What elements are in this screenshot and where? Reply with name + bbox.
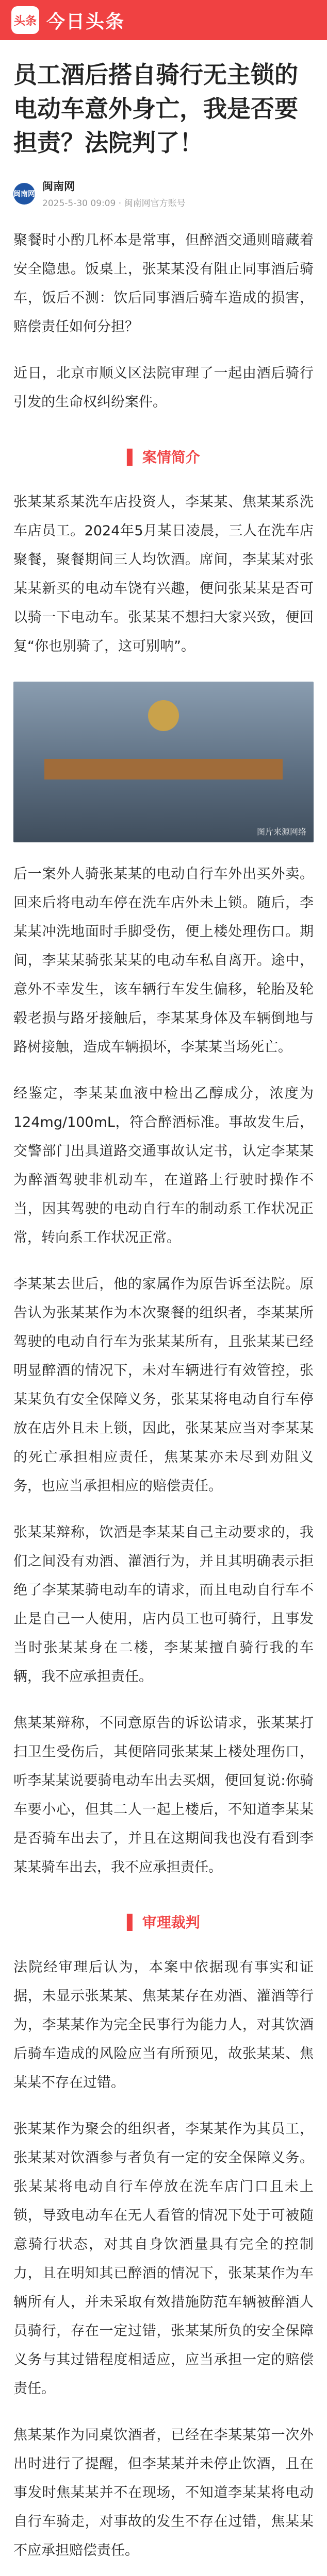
photo-caption: 图片来源网络 [256, 827, 306, 837]
article-title: 员工酒后搭自骑行无主锁的电动车意外身亡，我是否要担责？法院判了！ [13, 61, 298, 157]
case-paragraph: 焦某某辩称，不同意原告的诉讼请求，张某某打扫卫生受伤后，其便陪同张某某上楼处理伤口，听李某某说要骑电动车出去买烟，便回复说:你骑车要小心，但其二人一起上楼后，不知道李某某是否骑车出去了，并且在这期间我也没有看到李某某骑车出去，我不应承担责任。 [13, 1715, 314, 1875]
section-heading: ▌ 案情简介 [13, 445, 314, 470]
article [13, 58, 314, 2576]
case-paragraph: 张某某系某洗车店投资人，李某某、焦某某系洗车店员工。2024年5月某日凌晨，三人在洗车店聚餐，聚餐期间三人均饮酒。席间，李某某对张某某新买的电动车饶有兴趣，便问张某某是否可以骑一下电动车。张某某不想扫大家兴致，便回复“你也别骑了，这可别呐”。 [13, 494, 314, 654]
ruling-paragraph: 法院经审理后认为，本案中依据现有事实和证据，未显示张某某、焦某某存在劝酒、灌酒等行为，李某某作为完全民事行为能力人，对其饮酒后骑车造成的风险应当有所预见，故张某某、焦某某不存在过错。 [13, 1959, 314, 2091]
court-emblem-icon [148, 700, 179, 731]
ruling-paragraph: 张某某作为聚会的组织者，李某某作为其员工，张某某对饮酒参与者负有一定的安全保障义务。张某某将电动自行车停放在洗车店门口且未上锁，导致电动车在无人看管的情况下处于可被随意骑行状态，对其自身饮酒量具有完全的控制力，且在明知其已醉酒的情况下，张某某作为车辆所有人，并未采取有效措施防范车辆被醉酒人员骑行，存在一定过错，张某某所负的安全保障义务与其过错程度相适应，应当承担一定的赔偿责任。 [13, 2121, 314, 2397]
top-banner [0, 0, 327, 40]
case-paragraph: 张某某辩称，饮酒是李某某自己主动要求的，我们之间没有劝酒、灌酒行为，并且其明确表示拒绝了李某某骑电动车的请求，而且电动自行车不止是自己一人使用，店内员工也可骑行，且事发当时张某某身在二楼，李某某擅自骑行我的车辆，我不应承担责任。 [13, 1524, 314, 1685]
publish-date: 2025-5-30 09:09 · 闽南网官方账号 [42, 198, 186, 209]
court-photo [13, 682, 314, 842]
article-meta [13, 178, 314, 209]
source-avatar[interactable]: 闽南网 [13, 183, 35, 205]
case-paragraph: 经鉴定，李某某血液中检出乙醇成分，浓度为124mg/100mL，符合醉酒标准。事故发生后，交警部门出具道路交通事故认定书，认定李某某为醉酒驾驶非机动车，在道路上行驶时操作不当，因其驾驶的电动自行车的制动系工作状况正常，转向系工作状况正常。 [13, 1086, 314, 1246]
ruling-paragraph: 焦某某作为同桌饮酒者，已经在李某某第一次外出时进行了提醒，但李某某并未停止饮酒，且在事发时焦某某并不在现场，不知道李某某将电动自行车骑走，对事故的发生不存在过错，焦某某不应承担赔偿责任。 [13, 2427, 314, 2558]
case-paragraph: 后一案外人骑张某某的电动自行车外出买外卖。回来后将电动车停在洗车店外未上锁。随后，李某某冲洗地面时手脚受伤，便上楼处理伤口。期间，李某某骑张某某的电动车私自离开。途中，意外不幸发生，该车辆行车发生偏移，轮胎及轮毂老损与路牙接触后，李某某身体及车辆倒地与路树接触，造成车辆损坏，李某某当场死亡。 [13, 866, 314, 1055]
source-name[interactable]: 闽南网 [42, 180, 75, 193]
intro-paragraph: 近日，北京市顺义区法院审理了一起由酒后骑行引发的生命权纠纷案件。 [13, 365, 314, 410]
app-name: 今日头条 [46, 11, 125, 32]
court-bench [44, 759, 283, 779]
section-heading: ▌ 审理裁判 [13, 1910, 314, 1936]
app-logo[interactable]: 头条 [11, 6, 39, 34]
case-paragraph: 李某某去世后，他的家属作为原告诉至法院。原告认为张某某作为本次聚餐的组织者，李某某所驾驶的电动自行车为张某某所有，且张某某已经明显醉酒的情况下，未对车辆进行有效管控，张某某负有安全保障义务，张某某将电动自行车停放在店外且未上锁，因此，张某某应当对李某某的死亡承担相应责任，焦某某亦未尽到劝阻义务，也应当承担相应的赔偿责任。 [13, 1276, 314, 1494]
intro-paragraph: 聚餐时小酌几杯本是常事，但醉酒交通则暗藏着安全隐患。饭桌上，张某某没有阻止同事酒后骑车，饭后不测：饮后同事酒后骑车造成的损害，赔偿责任如何分担？ [13, 232, 314, 335]
